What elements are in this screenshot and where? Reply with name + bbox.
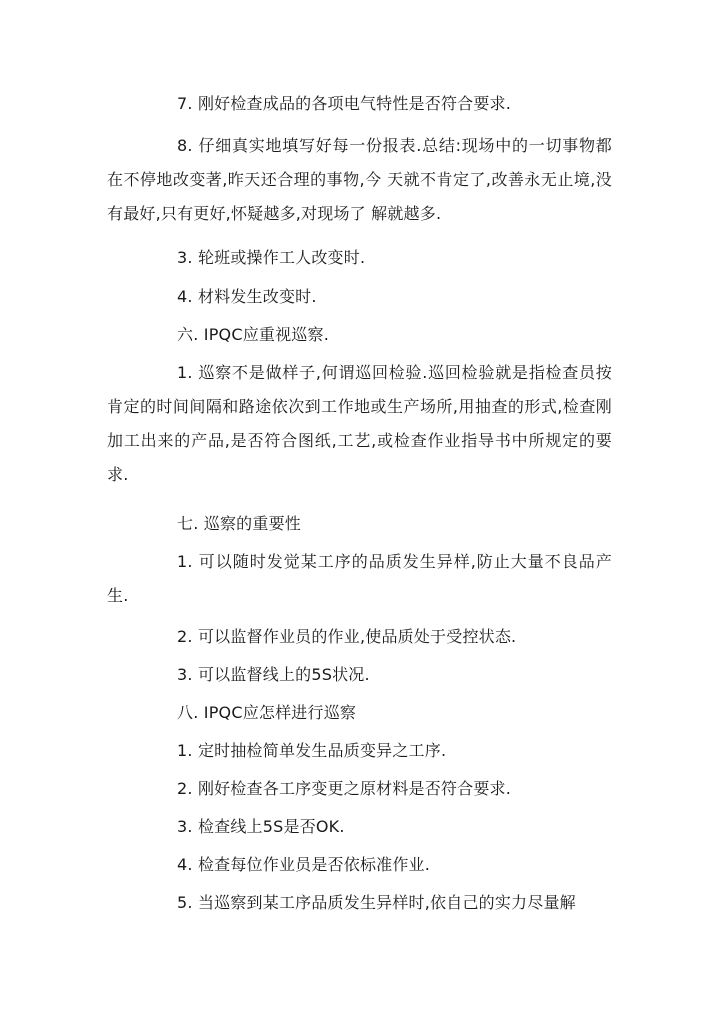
paragraph-method-1: 1. 定时抽检简单发生品质变异之工序. bbox=[177, 741, 447, 760]
paragraph-method-5: 5. 当巡察到某工序品质发生异样时,依自己的实力尽量解 bbox=[177, 893, 576, 912]
section-heading-6: 六. IPQC应重视巡察. bbox=[177, 325, 329, 344]
section-heading-7: 七. 巡察的重要性 bbox=[177, 514, 301, 533]
paragraph-importance-2: 2. 可以监督作业员的作业,使品质处于受控状态. bbox=[177, 627, 517, 646]
paragraph-importance-3: 3. 可以监督线上的5S状况. bbox=[177, 665, 370, 684]
section-heading-8: 八. IPQC应怎样进行巡察 bbox=[177, 703, 357, 722]
paragraph-item-4-material-change: 4. 材料发生改变时. bbox=[177, 287, 317, 306]
paragraph-patrol-definition: 1. 巡察不是做样子,何谓巡回检验.巡回检验就是指检查员按肯定的时间间隔和路途依次到工作地或生产场所,用抽查的形式,检查刚加工出来的产品,是否符合图纸,工艺,或检查作业指导书中所规定的要求. bbox=[107, 363, 612, 484]
paragraph-method-3: 3. 检查线上5S是否OK. bbox=[177, 817, 345, 836]
paragraph-method-4: 4. 检查每位作业员是否依标准作业. bbox=[177, 855, 431, 874]
paragraph-item-3-shift-change: 3. 轮班或操作工人改变时. bbox=[177, 248, 366, 267]
paragraph-importance-1: 1. 可以随时发觉某工序的品质发生异样,防止大量不良品产生. bbox=[107, 552, 612, 605]
paragraph-item-7: 7. 刚好检查成品的各项电气特性是否符合要求. bbox=[177, 94, 512, 113]
paragraph-method-2: 2. 刚好检查各工序变更之原材料是否符合要求. bbox=[177, 779, 512, 798]
paragraph-item-8-summary: 8. 仔细真实地填写好每一份报表.总结:现场中的一切事物都在不停地改变著,昨天还合理的事物,今 天就不肯定了,改善永无止境,没有最好,只有更好,怀疑越多,对现场了 解就越多. bbox=[107, 136, 612, 223]
